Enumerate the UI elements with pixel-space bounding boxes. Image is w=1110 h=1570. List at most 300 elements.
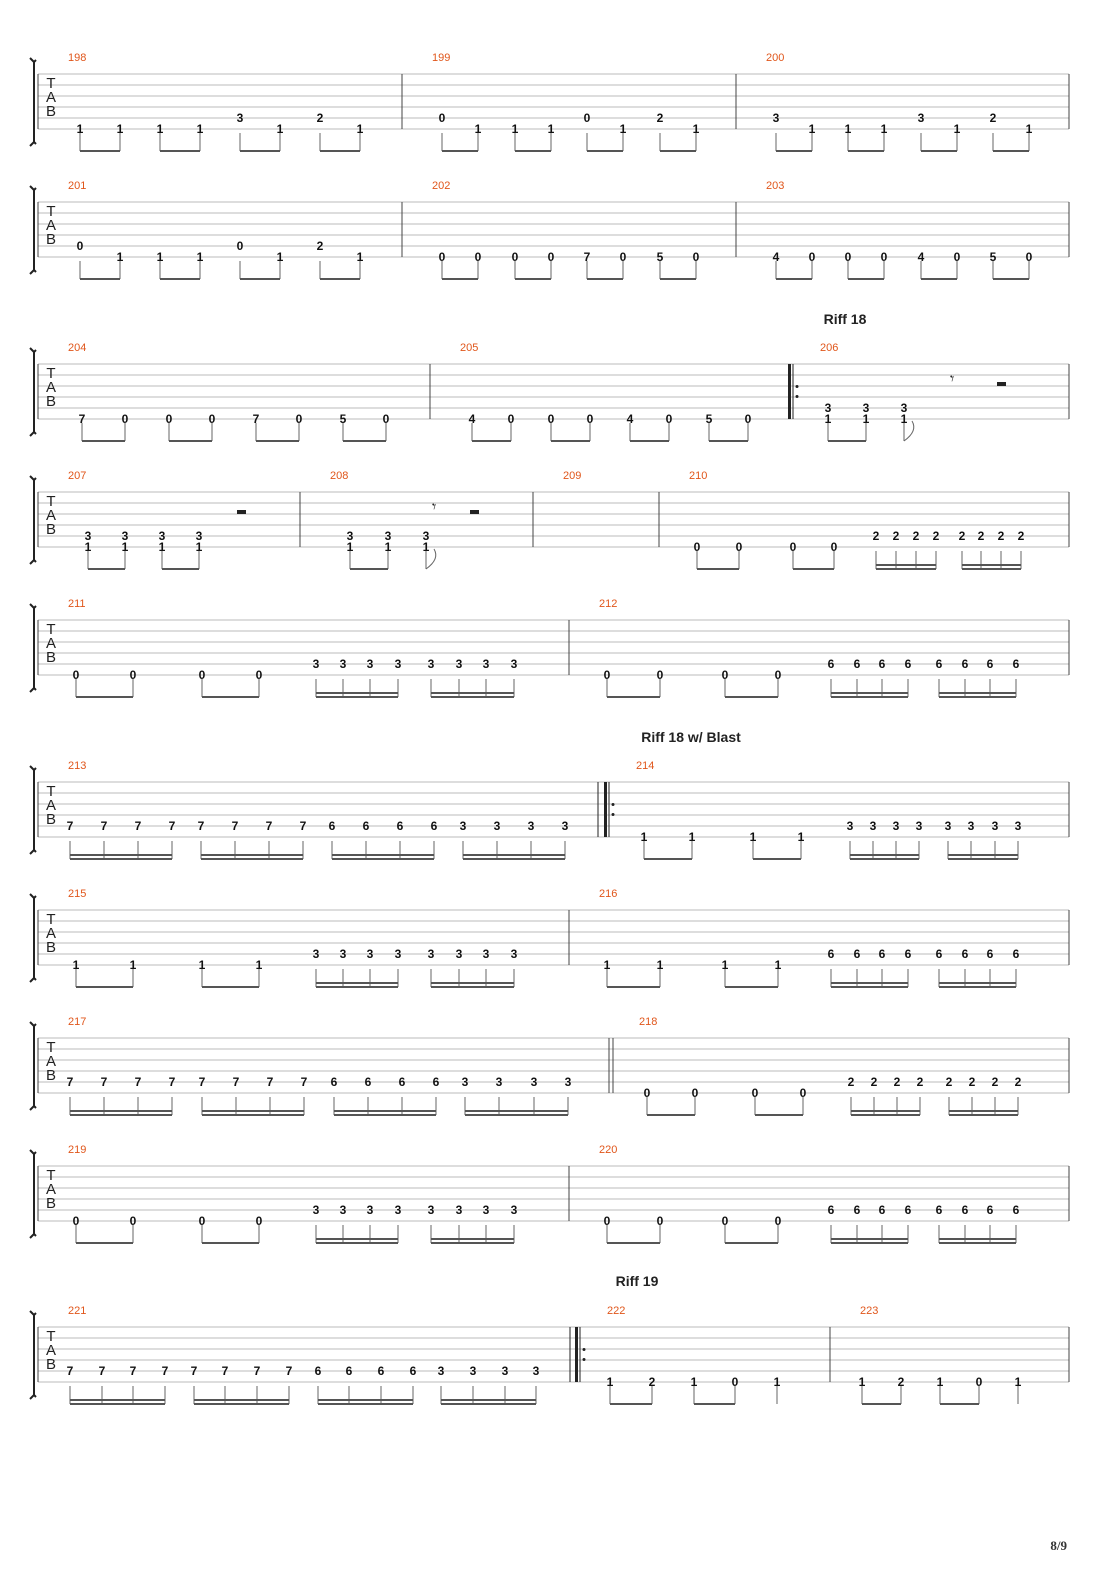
fret-number: 0	[236, 239, 244, 253]
fret-number: 0	[603, 668, 611, 682]
fret-number: 3	[236, 111, 244, 125]
system-bracket	[30, 1311, 36, 1399]
fret-number: 3	[564, 1075, 572, 1089]
fret-number: 3	[437, 1364, 445, 1378]
fret-number: 6	[878, 947, 886, 961]
measure-number: 202	[432, 180, 451, 192]
tab-clef-letter: A	[45, 379, 57, 396]
fret-number: 0	[438, 250, 446, 264]
measure-number: 208	[330, 470, 349, 482]
fret-number: 0	[255, 1214, 263, 1228]
fret-number: 1	[690, 1375, 698, 1389]
fret-number: 6	[986, 657, 994, 671]
fret-number: 0	[76, 239, 84, 253]
fret-number: 6	[398, 1075, 406, 1089]
fret-number: 1	[129, 958, 137, 972]
fret-number: 7	[265, 819, 273, 833]
fret-number: 3	[967, 819, 975, 833]
fret-number: 1	[749, 830, 757, 844]
fret-number: 2	[870, 1075, 878, 1089]
fret-number: 0	[665, 412, 673, 426]
fret-number: 3	[394, 657, 402, 671]
eighth-rest-icon: 𝄾	[432, 497, 437, 516]
fret-number: 0	[830, 540, 838, 554]
fret-number: 1	[116, 250, 124, 264]
fret-number: 1	[474, 122, 482, 136]
tab-clef-letter: A	[45, 925, 57, 942]
tab-clef-letter: T	[46, 1039, 56, 1056]
fret-number: 0	[731, 1375, 739, 1389]
fret-number: 6	[935, 657, 943, 671]
fret-number: 1	[824, 412, 832, 426]
tab-clef-letter: T	[46, 75, 56, 92]
fret-number: 3	[862, 401, 870, 415]
tab-clef-letter: B	[45, 939, 57, 956]
repeat-thick-bar	[604, 782, 607, 837]
fret-number: 0	[583, 111, 591, 125]
fret-number: 0	[586, 412, 594, 426]
system-bracket	[30, 58, 36, 146]
fret-number: 6	[904, 1203, 912, 1217]
fret-number: 5	[989, 250, 997, 264]
fret-number: 6	[853, 657, 861, 671]
fret-number: 6	[1012, 947, 1020, 961]
tab-clef-letter: B	[45, 521, 57, 538]
fret-number: 6	[961, 947, 969, 961]
fret-number: 2	[977, 529, 985, 543]
fret-number: 0	[774, 668, 782, 682]
fret-number: 3	[366, 1203, 374, 1217]
fret-number: 2	[945, 1075, 953, 1089]
measure-number: 220	[599, 1144, 618, 1156]
fret-number: 7	[98, 1364, 106, 1378]
section-label: Riff 18	[823, 311, 867, 327]
fret-number: 6	[362, 819, 370, 833]
tab-clef-letter: B	[45, 393, 57, 410]
fret-number: 6	[986, 1203, 994, 1217]
fret-number: 0	[208, 412, 216, 426]
tab-clef-letter: T	[46, 203, 56, 220]
fret-number: 2	[892, 529, 900, 543]
fret-number: 4	[626, 412, 634, 426]
measure-number: 213	[68, 760, 87, 772]
fret-number: 6	[396, 819, 404, 833]
tab-clef-letter: T	[46, 621, 56, 638]
fret-number: 0	[643, 1086, 651, 1100]
fret-number: 3	[366, 947, 374, 961]
section-label: Riff 18 w/ Blast	[641, 729, 741, 745]
fret-number: 0	[744, 412, 752, 426]
fret-number: 1	[1025, 122, 1033, 136]
fret-number: 0	[693, 540, 701, 554]
fret-number: 4	[772, 250, 780, 264]
measure-number: 222	[607, 1305, 626, 1317]
fret-number: 1	[195, 540, 203, 554]
fret-number: 0	[547, 412, 555, 426]
measure-number: 206	[820, 342, 839, 354]
fret-number: 3	[312, 947, 320, 961]
measure-number: 205	[460, 342, 479, 354]
fret-number: 2	[912, 529, 920, 543]
fret-number: 3	[469, 1364, 477, 1378]
repeat-dot	[583, 1348, 586, 1351]
fret-number: 1	[196, 122, 204, 136]
fret-number: 5	[705, 412, 713, 426]
fret-number: 2	[847, 1075, 855, 1089]
fret-number: 6	[961, 1203, 969, 1217]
fret-number: 3	[339, 947, 347, 961]
fret-number: 2	[968, 1075, 976, 1089]
fret-number: 0	[382, 412, 390, 426]
fret-number: 3	[461, 1075, 469, 1089]
fret-number: 0	[799, 1086, 807, 1100]
fret-number: 0	[255, 668, 263, 682]
fret-number: 0	[975, 1375, 983, 1389]
fret-number: 1	[346, 540, 354, 554]
fret-number: 6	[328, 819, 336, 833]
measure-number: 204	[68, 342, 87, 354]
fret-number: 1	[76, 122, 84, 136]
fret-number: 3	[495, 1075, 503, 1089]
fret-number: 3	[510, 1203, 518, 1217]
fret-number: 2	[897, 1375, 905, 1389]
fret-number: 6	[364, 1075, 372, 1089]
tab-clef-letter: B	[45, 1195, 57, 1212]
fret-number: 7	[253, 1364, 261, 1378]
measure-number: 201	[68, 180, 87, 192]
fret-number: 0	[121, 412, 129, 426]
fret-number: 2	[656, 111, 664, 125]
fret-number: 1	[547, 122, 555, 136]
fret-number: 3	[427, 1203, 435, 1217]
fret-number: 1	[619, 122, 627, 136]
fret-number: 1	[862, 412, 870, 426]
fret-number: 3	[195, 529, 203, 543]
measure-number: 198	[68, 52, 87, 64]
fret-number: 1	[606, 1375, 614, 1389]
fret-number: 3	[824, 401, 832, 415]
half-rest-icon	[237, 510, 246, 514]
fret-number: 3	[900, 401, 908, 415]
fret-number: 0	[129, 1214, 137, 1228]
fret-number: 3	[427, 947, 435, 961]
fret-number: 3	[501, 1364, 509, 1378]
fret-number: 6	[314, 1364, 322, 1378]
tab-clef-letter: A	[45, 89, 57, 106]
system-bracket	[30, 476, 36, 564]
fret-number: 3	[394, 1203, 402, 1217]
fret-number: 0	[789, 540, 797, 554]
fret-number: 0	[72, 668, 80, 682]
fret-number: 1	[721, 958, 729, 972]
fret-number: 2	[916, 1075, 924, 1089]
fret-number: 6	[904, 657, 912, 671]
fret-number: 6	[827, 947, 835, 961]
fret-number: 0	[1025, 250, 1033, 264]
fret-number: 1	[808, 122, 816, 136]
fret-number: 7	[129, 1364, 137, 1378]
fret-number: 1	[640, 830, 648, 844]
fret-number: 5	[339, 412, 347, 426]
system-bracket	[30, 348, 36, 436]
fret-number: 3	[427, 657, 435, 671]
fret-number: 1	[953, 122, 961, 136]
fret-number: 1	[276, 122, 284, 136]
section-label: Riff 19	[615, 1273, 659, 1289]
fret-number: 6	[827, 1203, 835, 1217]
fret-number: 0	[656, 668, 664, 682]
measure-number: 219	[68, 1144, 87, 1156]
measure-number: 221	[68, 1305, 87, 1317]
fret-number: 1	[198, 958, 206, 972]
half-rest-icon	[470, 510, 479, 514]
fret-number: 3	[510, 657, 518, 671]
tab-clef-letter: B	[45, 231, 57, 248]
fret-number: 7	[221, 1364, 229, 1378]
system-bracket	[30, 766, 36, 854]
fret-number: 1	[1014, 1375, 1022, 1389]
fret-number: 2	[989, 111, 997, 125]
fret-number: 7	[232, 1075, 240, 1089]
fret-number: 3	[384, 529, 392, 543]
fret-number: 7	[198, 1075, 206, 1089]
fret-number: 7	[66, 1075, 74, 1089]
fret-number: 2	[648, 1375, 656, 1389]
fret-number: 3	[482, 657, 490, 671]
fret-number: 6	[878, 657, 886, 671]
repeat-dot	[796, 385, 799, 388]
fret-number: 0	[880, 250, 888, 264]
fret-number: 5	[656, 250, 664, 264]
fret-number: 6	[853, 947, 861, 961]
fret-number: 1	[84, 540, 92, 554]
fret-number: 1	[692, 122, 700, 136]
fret-number: 7	[66, 1364, 74, 1378]
measure-number: 207	[68, 470, 87, 482]
fret-number: 7	[100, 819, 108, 833]
fret-number: 3	[915, 819, 923, 833]
fret-number: 0	[656, 1214, 664, 1228]
fret-number: 2	[893, 1075, 901, 1089]
tab-clef-letter: A	[45, 635, 57, 652]
fret-number: 1	[797, 830, 805, 844]
fret-number: 3	[772, 111, 780, 125]
fret-number: 0	[751, 1086, 759, 1100]
fret-number: 3	[527, 819, 535, 833]
repeat-dot	[612, 803, 615, 806]
repeat-dot	[796, 395, 799, 398]
tab-clef-letter: A	[45, 797, 57, 814]
tab-clef-letter: A	[45, 1053, 57, 1070]
fret-number: 1	[603, 958, 611, 972]
fret-number: 7	[134, 1075, 142, 1089]
fret-number: 6	[935, 947, 943, 961]
half-rest-icon	[997, 382, 1006, 386]
measure-number: 217	[68, 1016, 87, 1028]
fret-number: 1	[774, 958, 782, 972]
fret-number: 2	[958, 529, 966, 543]
tab-clef-letter: T	[46, 365, 56, 382]
fret-number: 3	[346, 529, 354, 543]
measure-number: 212	[599, 598, 618, 610]
fret-number: 7	[252, 412, 260, 426]
fret-number: 7	[231, 819, 239, 833]
fret-number: 3	[422, 529, 430, 543]
fret-number: 0	[129, 668, 137, 682]
fret-number: 6	[430, 819, 438, 833]
fret-number: 7	[197, 819, 205, 833]
fret-number: 7	[300, 1075, 308, 1089]
fret-number: 1	[156, 250, 164, 264]
fret-number: 3	[394, 947, 402, 961]
fret-number: 7	[583, 250, 591, 264]
fret-number: 0	[735, 540, 743, 554]
fret-number: 3	[482, 1203, 490, 1217]
fret-number: 6	[409, 1364, 417, 1378]
fret-number: 0	[774, 1214, 782, 1228]
repeat-dot	[583, 1358, 586, 1361]
fret-number: 7	[66, 819, 74, 833]
fret-number: 1	[511, 122, 519, 136]
fret-number: 3	[944, 819, 952, 833]
fret-number: 1	[880, 122, 888, 136]
fret-number: 0	[603, 1214, 611, 1228]
fret-number: 3	[455, 947, 463, 961]
fret-number: 3	[892, 819, 900, 833]
fret-number: 6	[986, 947, 994, 961]
fret-number: 3	[158, 529, 166, 543]
fret-number: 7	[190, 1364, 198, 1378]
fret-number: 3	[1014, 819, 1022, 833]
tab-clef-letter: B	[45, 649, 57, 666]
fret-number: 6	[1012, 657, 1020, 671]
fret-number: 7	[161, 1364, 169, 1378]
fret-number: 0	[953, 250, 961, 264]
fret-number: 6	[827, 657, 835, 671]
tab-clef-letter: A	[45, 507, 57, 524]
fret-number: 3	[366, 657, 374, 671]
fret-number: 0	[165, 412, 173, 426]
measure-number: 218	[639, 1016, 658, 1028]
measure-number: 214	[636, 760, 655, 772]
system-bracket	[30, 1022, 36, 1110]
fret-number: 0	[721, 668, 729, 682]
fret-number: 0	[721, 1214, 729, 1228]
fret-number: 1	[72, 958, 80, 972]
fret-number: 0	[511, 250, 519, 264]
fret-number: 3	[561, 819, 569, 833]
fret-number: 2	[1014, 1075, 1022, 1089]
tab-clef-letter: A	[45, 1181, 57, 1198]
tab-clef-letter: T	[46, 1328, 56, 1345]
fret-number: 0	[438, 111, 446, 125]
fret-number: 3	[482, 947, 490, 961]
fret-number: 3	[869, 819, 877, 833]
fret-number: 7	[78, 412, 86, 426]
measure-number: 216	[599, 888, 618, 900]
fret-number: 1	[276, 250, 284, 264]
fret-number: 3	[121, 529, 129, 543]
fret-number: 3	[84, 529, 92, 543]
tab-clef-letter: B	[45, 1067, 57, 1084]
fret-number: 2	[1017, 529, 1025, 543]
fret-number: 3	[455, 657, 463, 671]
fret-number: 2	[316, 239, 324, 253]
system-bracket	[30, 604, 36, 692]
fret-number: 2	[932, 529, 940, 543]
tab-clef-letter: B	[45, 1356, 57, 1373]
fret-number: 0	[474, 250, 482, 264]
fret-number: 1	[858, 1375, 866, 1389]
measure-number: 200	[766, 52, 785, 64]
fret-number: 7	[168, 1075, 176, 1089]
measure-number: 211	[68, 598, 86, 610]
fret-number: 6	[904, 947, 912, 961]
fret-number: 1	[384, 540, 392, 554]
fret-number: 6	[377, 1364, 385, 1378]
fret-number: 6	[330, 1075, 338, 1089]
tab-clef-letter: A	[45, 217, 57, 234]
fret-number: 1	[255, 958, 263, 972]
fret-number: 3	[493, 819, 501, 833]
fret-number: 2	[872, 529, 880, 543]
fret-number: 1	[156, 122, 164, 136]
page-number: 8/9	[1050, 1538, 1067, 1553]
fret-number: 0	[198, 668, 206, 682]
fret-number: 2	[997, 529, 1005, 543]
fret-number: 0	[619, 250, 627, 264]
fret-number: 2	[316, 111, 324, 125]
tab-clef-letter: B	[45, 811, 57, 828]
fret-number: 3	[312, 657, 320, 671]
measure-number: 215	[68, 888, 87, 900]
fret-number: 1	[688, 830, 696, 844]
fret-number: 1	[121, 540, 129, 554]
fret-number: 1	[422, 540, 430, 554]
fret-number: 1	[116, 122, 124, 136]
fret-number: 3	[455, 1203, 463, 1217]
fret-number: 1	[936, 1375, 944, 1389]
fret-number: 6	[935, 1203, 943, 1217]
fret-number: 0	[808, 250, 816, 264]
fret-number: 0	[844, 250, 852, 264]
tab-clef-letter: T	[46, 911, 56, 928]
repeat-thick-bar	[788, 364, 791, 419]
fret-number: 3	[510, 947, 518, 961]
fret-number: 0	[691, 1086, 699, 1100]
fret-number: 0	[692, 250, 700, 264]
measure-number: 223	[860, 1305, 879, 1317]
measure-number: 199	[432, 52, 451, 64]
fret-number: 1	[773, 1375, 781, 1389]
eighth-rest-icon: 𝄾	[950, 369, 955, 388]
tab-clef-letter: T	[46, 1167, 56, 1184]
fret-number: 3	[532, 1364, 540, 1378]
fret-number: 3	[312, 1203, 320, 1217]
fret-number: 1	[900, 412, 908, 426]
fret-number: 0	[507, 412, 515, 426]
fret-number: 7	[100, 1075, 108, 1089]
fret-number: 3	[459, 819, 467, 833]
system-bracket	[30, 186, 36, 274]
fret-number: 1	[356, 250, 364, 264]
fret-number: 3	[917, 111, 925, 125]
measure-number: 209	[563, 470, 582, 482]
fret-number: 3	[846, 819, 854, 833]
fret-number: 0	[547, 250, 555, 264]
repeat-dot	[612, 813, 615, 816]
fret-number: 0	[72, 1214, 80, 1228]
